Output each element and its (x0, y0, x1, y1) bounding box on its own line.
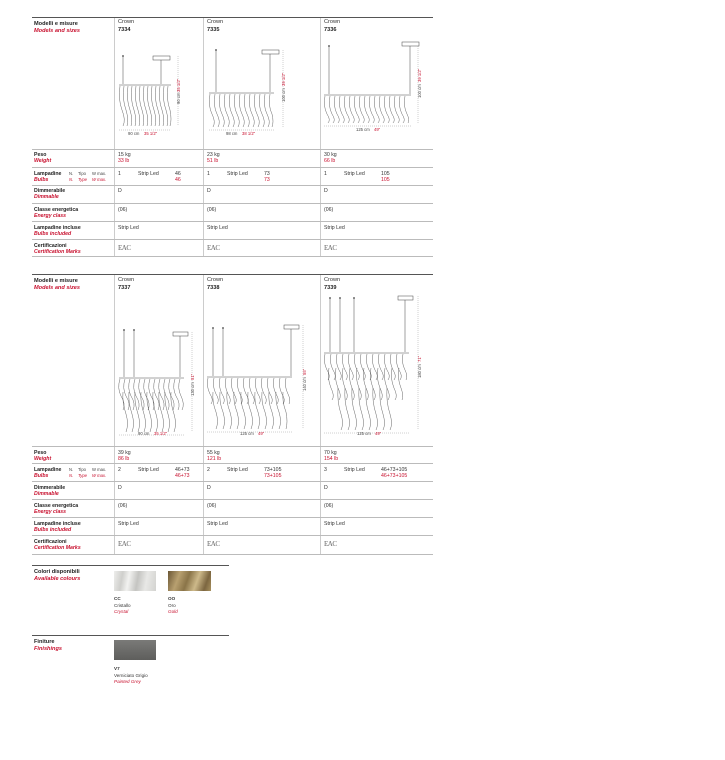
cert-label: Certificazioni (34, 243, 67, 249)
bulb-watt: 73 (264, 171, 270, 177)
weight-value-lb: 66 lb (324, 158, 336, 164)
section-1-top-rule (32, 17, 433, 18)
energy-value: (06) (324, 503, 334, 509)
dimmable-label-en: Dimmable (34, 491, 59, 497)
dimmable-value: D (324, 188, 328, 194)
bulbs-sub-n: N. (69, 467, 74, 472)
eac-mark-icon: EAC (207, 244, 220, 252)
weight-value: 15 kg (118, 152, 131, 158)
drawing-7339 (320, 292, 433, 442)
bulbs-sub-n-en: N. (69, 473, 74, 478)
width-dimension-in: 49" (375, 431, 382, 436)
colour-name-en: Crystal (114, 609, 129, 614)
colours-top-rule (32, 565, 229, 566)
bulb-watt-red: 46+73+105 (381, 473, 408, 479)
included-value: Strip Led (118, 225, 139, 231)
row-divider (32, 203, 433, 204)
swatch-crystal[interactable] (114, 571, 156, 591)
dimmable-label-en: Dimmable (34, 194, 59, 200)
weight-value-lb: 154 lb (324, 456, 339, 462)
row-divider (32, 481, 433, 482)
height-dimension-in: 51" (190, 373, 195, 380)
weight-label-en: Weight (34, 158, 52, 164)
energy-value: (06) (118, 503, 128, 509)
dimmable-label: Dimmerabile (34, 485, 66, 491)
bulb-watt-red: 46+73 (175, 473, 190, 479)
row-divider (32, 221, 433, 222)
row-divider (32, 554, 433, 555)
bulb-watt: 46+73 (175, 467, 190, 473)
swatch-painted-grey[interactable] (114, 640, 156, 660)
row-divider (32, 149, 433, 150)
row-divider (32, 535, 433, 536)
finishes-title: Finiture (34, 639, 55, 645)
bulbs-label-en: Bulbs (34, 473, 49, 479)
colours-title-en: Available colours (34, 576, 81, 582)
included-value: Strip Led (118, 521, 139, 527)
width-dimension-in: 35 1/2" (144, 131, 158, 136)
colour-code: OO (168, 596, 176, 601)
bulbs-sub-n: N. (69, 171, 74, 176)
dimmable-value: D (118, 188, 122, 194)
cert-label: Certificazioni (34, 539, 67, 545)
models-label-en: Models and sizes (34, 28, 81, 34)
finishes-top-rule (32, 635, 229, 636)
height-dimension-in: 39 1/2" (281, 72, 286, 86)
energy-value: (06) (207, 503, 217, 509)
bulbs-sub-type: Tipo (78, 467, 86, 472)
models-label-en: Models and sizes (34, 285, 81, 291)
model-code: 7334 (118, 27, 131, 33)
models-label: Modelli e misure (34, 278, 78, 284)
width-dimension: 125 cm (357, 431, 371, 436)
bulb-watt-red: 73+105 (264, 473, 282, 479)
included-value: Strip Led (324, 225, 345, 231)
bulb-count: 2 (207, 467, 210, 473)
height-dimension-in: 39 1/2" (417, 68, 422, 82)
width-dimension: 90 cm (138, 431, 150, 436)
weight-label: Peso (34, 450, 47, 456)
eac-mark-icon: EAC (324, 540, 337, 548)
included-value: Strip Led (324, 521, 345, 527)
bulbs-sub-type-en: Type (78, 177, 87, 182)
bulbs-label-en: Bulbs (34, 177, 49, 183)
energy-label-en: Energy class (34, 509, 67, 515)
bulb-watt: 105 (381, 171, 390, 177)
bulb-count: 3 (324, 467, 327, 473)
bulb-watt-red: 73 (264, 177, 270, 183)
drawing-7336 (320, 34, 433, 138)
height-dimension: 100 cm (281, 88, 286, 102)
height-dimension-in: 55" (302, 368, 307, 375)
model-code: 7336 (324, 27, 337, 33)
bulb-type: Strip Led (227, 171, 248, 177)
energy-value: (06) (207, 207, 217, 213)
models-label: Modelli e misure (34, 21, 78, 27)
bulb-watt: 73+105 (264, 467, 282, 473)
colour-code: CC (114, 596, 121, 601)
included-label: Lampadine incluse (34, 521, 81, 527)
energy-value: (06) (324, 207, 334, 213)
height-dimension: 140 cm (302, 377, 307, 391)
weight-value-lb: 33 lb (118, 158, 130, 164)
bulb-count: 1 (207, 171, 210, 177)
bulbs-sub-n-en: N. (69, 177, 74, 182)
width-dimension: 125 cm (356, 127, 370, 132)
dimmable-value: D (118, 485, 122, 491)
dimmable-label: Dimmerabile (34, 188, 66, 194)
row-divider (32, 167, 433, 168)
eac-mark-icon: EAC (118, 540, 131, 548)
bulb-count: 1 (324, 171, 327, 177)
colour-name: Cristallo (114, 603, 131, 608)
energy-label: Classe energetica (34, 207, 79, 213)
height-dimension: 130 cm (190, 382, 195, 396)
swatch-gold[interactable] (168, 571, 211, 591)
drawing-7334 (114, 34, 203, 138)
height-dimension: 100 cm (417, 84, 422, 98)
included-value: Strip Led (207, 521, 228, 527)
width-dimension: 90 cm (128, 131, 140, 136)
drawing-7338 (203, 292, 320, 442)
bulb-type: Strip Led (344, 467, 365, 473)
model-name: Crown (207, 277, 224, 283)
width-dimension: 98 cm (226, 131, 238, 136)
weight-value-lb: 51 lb (207, 158, 219, 164)
energy-label: Classe energetica (34, 503, 79, 509)
height-dimension-in: 35 1/2" (176, 78, 181, 92)
model-code: 7339 (324, 285, 337, 291)
included-label-en: Bulbs included (34, 231, 72, 237)
included-label-en: Bulbs included (34, 527, 72, 533)
section-2-top-rule (32, 274, 433, 275)
bulb-watt: 46+73+105 (381, 467, 408, 473)
bulb-type: Strip Led (344, 171, 365, 177)
bulb-watt: 46 (175, 171, 181, 177)
row-divider (32, 239, 433, 240)
eac-mark-icon: EAC (118, 244, 131, 252)
row-divider (32, 185, 433, 186)
cert-label-en: Certification Marks (34, 249, 81, 255)
row-divider (32, 517, 433, 518)
row-divider (32, 256, 433, 257)
weight-value: 39 kg (118, 450, 131, 456)
width-dimension-in: 49" (258, 431, 265, 436)
energy-label-en: Energy class (34, 213, 67, 219)
row-divider (32, 499, 433, 500)
eac-mark-icon: EAC (207, 540, 220, 548)
weight-label: Peso (34, 152, 47, 158)
cert-label-en: Certification Marks (34, 545, 81, 551)
dimmable-value: D (324, 485, 328, 491)
row-divider (32, 463, 433, 464)
drawing-7335 (203, 34, 320, 138)
colour-name-en: Gold (168, 609, 178, 614)
weight-label-en: Weight (34, 456, 52, 462)
model-name: Crown (324, 277, 341, 283)
model-code: 7338 (207, 285, 220, 291)
finish-name-en: Painted Grey (114, 679, 141, 684)
bulb-type: Strip Led (227, 467, 248, 473)
row-divider (32, 446, 433, 447)
width-dimension-in: 49" (374, 127, 381, 132)
energy-value: (06) (118, 207, 128, 213)
height-dimension-in: 71" (417, 355, 422, 362)
dimmable-value: D (207, 485, 211, 491)
model-name: Crown (118, 19, 135, 25)
finishes-title-en: Finishings (34, 646, 62, 652)
width-dimension: 125 cm (240, 431, 254, 436)
bulb-type: Strip Led (138, 171, 159, 177)
finish-name: Verniciato Grigio (114, 673, 148, 678)
bulbs-sub-w: W max. (92, 467, 107, 472)
bulbs-sub-type-en: Type (78, 473, 87, 478)
dimmable-value: D (207, 188, 211, 194)
colour-name: Oro (168, 603, 176, 608)
bulb-watt-red: 46 (175, 177, 181, 183)
weight-value: 70 kg (324, 450, 337, 456)
model-code: 7337 (118, 285, 131, 291)
bulb-count: 1 (118, 171, 121, 177)
included-value: Strip Led (207, 225, 228, 231)
height-dimension: 90 cm (176, 92, 181, 104)
weight-value-lb: 121 lb (207, 456, 222, 462)
model-name: Crown (207, 19, 224, 25)
bulb-watt-red: 105 (381, 177, 390, 183)
included-label: Lampadine incluse (34, 225, 81, 231)
height-dimension: 180 cm (417, 364, 422, 378)
weight-value: 30 kg (324, 152, 337, 158)
model-code: 7335 (207, 27, 220, 33)
drawing-7337 (114, 292, 203, 442)
bulbs-sub-type: Tipo (78, 171, 86, 176)
bulb-count: 2 (118, 467, 121, 473)
bulbs-label: Lampadine (34, 171, 62, 177)
width-dimension-in: 35 1/2" (154, 431, 168, 436)
model-name: Crown (324, 19, 341, 25)
eac-mark-icon: EAC (324, 244, 337, 252)
width-dimension-in: 38 1/2" (242, 131, 256, 136)
weight-value: 23 kg (207, 152, 220, 158)
weight-value: 55 kg (207, 450, 220, 456)
bulbs-sub-w-en: W max. (92, 177, 107, 182)
model-name: Crown (118, 277, 135, 283)
colours-title: Colori disponibili (34, 569, 80, 575)
bulbs-sub-w: W max. (92, 171, 107, 176)
bulb-type: Strip Led (138, 467, 159, 473)
bulbs-label: Lampadine (34, 467, 62, 473)
finish-code: V7 (114, 666, 120, 671)
bulbs-sub-w-en: W max. (92, 473, 107, 478)
weight-value-lb: 86 lb (118, 456, 130, 462)
